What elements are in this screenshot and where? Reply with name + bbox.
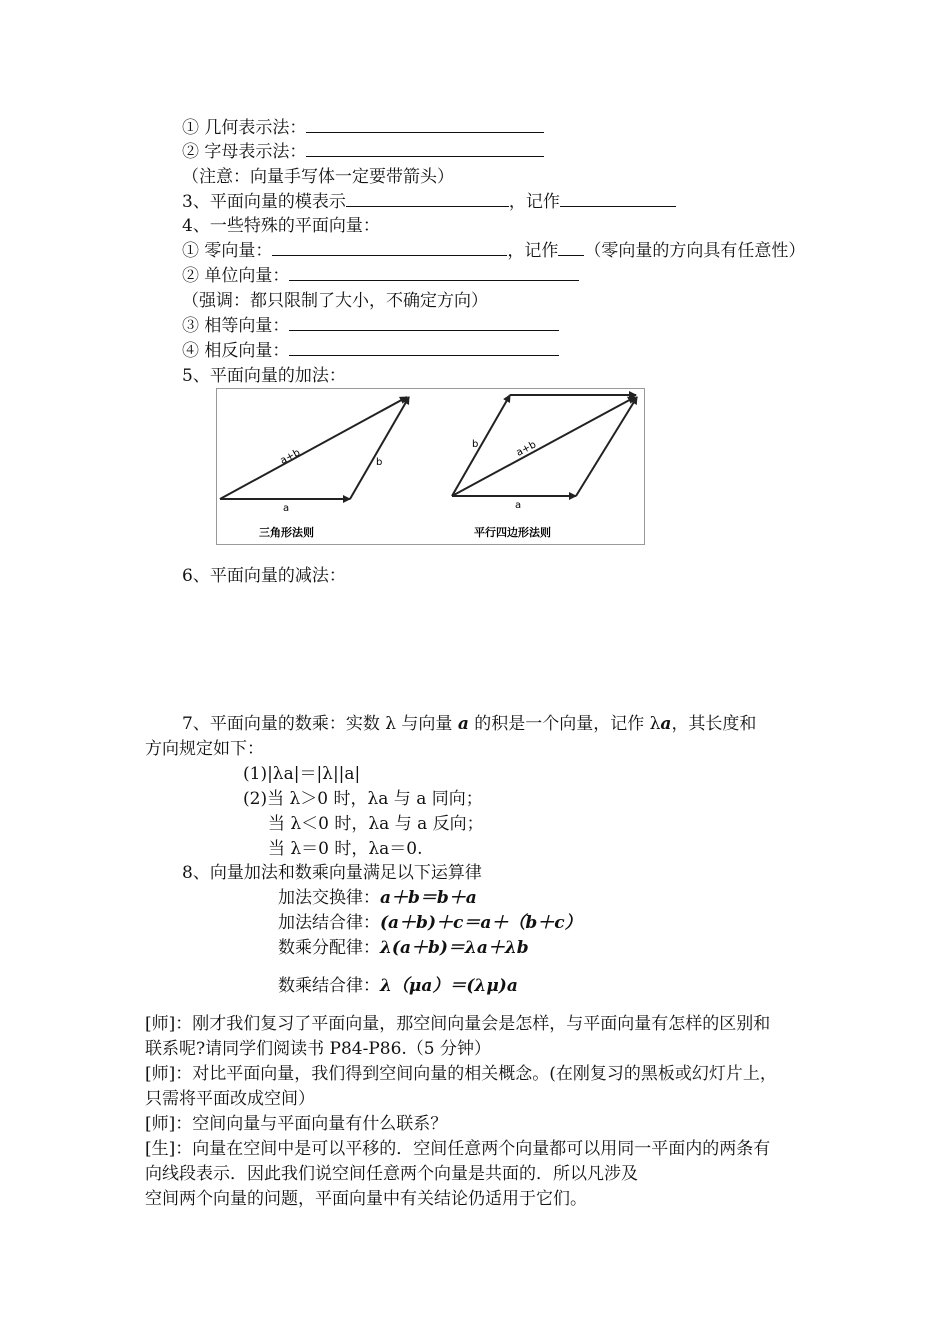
vector-addition-figure (216, 388, 645, 545)
zero-vector-note: （零向量的方向具有任意性） (584, 241, 806, 261)
zero-vector-label: ① 零向量： (182, 241, 273, 261)
distributive-label: 数乘分配律： (278, 938, 380, 958)
student-remark-line3: 空间两个向量的问题，平面向量中有关结论仍适用于它们。 (145, 1189, 587, 1209)
scalar-text-3: ，其长度和 (671, 714, 757, 734)
parallelogram-label-b: b (472, 439, 479, 450)
zero-vector-line (182, 240, 805, 262)
equal-vector-line (182, 315, 559, 337)
letter-representation (182, 141, 544, 163)
emphasis-note: （强调：都只限制了大小，不确定方向） (182, 291, 488, 311)
teacher-remark-2-line1: [师]：对比平面向量，我们得到空间向量的相关概念。(在刚复习的黑板或幻灯片上， (145, 1064, 777, 1084)
scalar-mult-line1 (182, 713, 756, 735)
commutative-formula: a＋b＝b＋a (380, 888, 477, 908)
distributive-law (278, 937, 529, 959)
teacher-remark-1-line2: 联系呢?请同学们阅读书 P84-P86.（5 分钟） (145, 1039, 492, 1059)
zero-vector-blank[interactable] (272, 240, 507, 256)
student-remark-line1: [生]：向量在空间中是可以平移的．空间任意两个向量都可以用同一平面内的两条有 (145, 1139, 771, 1159)
special-vectors-title: 4、一些特殊的平面向量： (182, 216, 380, 236)
commutative-law (278, 887, 477, 909)
magnitude-line (182, 191, 676, 213)
magnitude-denote-label: ，记作 (508, 192, 560, 212)
distributive-formula: λ(a＋b)＝λa＋λb (380, 938, 529, 958)
scalar-mult-line2: 方向规定如下： (145, 739, 264, 759)
magnitude-label: 3、平面向量的模表示 (182, 192, 346, 212)
scalar-vector-a: a (457, 714, 469, 734)
magnitude-denote-blank[interactable] (560, 191, 676, 207)
parallelogram-label-sum: a+b (514, 439, 539, 459)
commutative-label: 加法交换律： (278, 888, 380, 908)
subtraction-title: 6、平面向量的减法： (182, 566, 346, 586)
scalar-rule-1: (1)|λa|＝|λ||a| (243, 764, 361, 784)
triangle-label-a: a (283, 503, 290, 514)
equal-vector-label: ③ 相等向量： (182, 316, 290, 336)
vector-addition-diagram (217, 389, 644, 544)
zero-denote-blank[interactable] (558, 240, 584, 256)
triangle-rule-diagram (220, 397, 409, 539)
geometric-representation (182, 117, 544, 139)
triangle-label-b: b (376, 457, 383, 468)
triangle-label-sum: a+b (278, 447, 303, 467)
triangle-rule-caption: 三角形法则 (259, 526, 314, 539)
scalar-associative-label: 数乘结合律： (278, 976, 380, 996)
unit-vector-line (182, 265, 579, 287)
parallelogram-label-a: a (515, 500, 522, 511)
scalar-associative-law (278, 975, 518, 997)
scalar-rule-3: 当 λ＜0 时，λa 与 a 反向； (268, 814, 484, 834)
zero-denote-label: ，记作 (507, 241, 559, 261)
scalar-text-2: 的积是一个向量，记作 λ (468, 714, 661, 734)
geometric-label: ① 几何表示法： (182, 118, 307, 138)
scalar-rule-2: (2)当 λ＞0 时，λa 与 a 同向； (243, 789, 483, 809)
teacher-remark-2-line2: 只需将平面改成空间） (145, 1089, 315, 1109)
unit-vector-label: ② 单位向量： (182, 266, 290, 286)
opposite-vector-label: ④ 相反向量： (182, 341, 290, 361)
associative-label: 加法结合律： (278, 913, 380, 933)
equal-vector-blank[interactable] (289, 315, 559, 331)
teacher-remark-1-line1: [师]：刚才我们复习了平面向量，那空间向量会是怎样，与平面向量有怎样的区别和 (145, 1014, 771, 1034)
scalar-vector-a2: a (660, 714, 672, 734)
letter-blank[interactable] (306, 141, 544, 157)
handwriting-note: （注意：向量手写体一定要带箭头） (182, 167, 454, 187)
letter-label: ② 字母表示法： (182, 142, 307, 162)
scalar-rule-4: 当 λ＝0 时，λa＝0. (268, 839, 423, 859)
operation-laws-title: 8、向量加法和数乘向量满足以下运算律 (182, 863, 482, 883)
addition-title: 5、平面向量的加法： (182, 366, 346, 386)
student-remark-line2: 向线段表示．因此我们说空间任意两个向量是共面的．所以凡涉及 (145, 1164, 638, 1184)
unit-vector-blank[interactable] (289, 265, 579, 281)
geometric-blank[interactable] (306, 117, 544, 133)
associative-formula: (a＋b)＋c＝a＋（b＋c） (380, 913, 582, 933)
magnitude-blank[interactable] (346, 191, 509, 207)
parallelogram-rule-caption: 平行四边形法则 (474, 526, 551, 539)
teacher-remark-3: [师]：空间向量与平面向量有什么联系？ (145, 1114, 448, 1134)
scalar-text-1: 7、平面向量的数乘：实数 λ 与向量 (182, 714, 458, 734)
opposite-vector-blank[interactable] (289, 340, 559, 356)
scalar-associative-formula: λ（μa）＝(λμ)a (380, 976, 518, 996)
opposite-vector-line (182, 340, 559, 362)
associative-law (278, 912, 582, 934)
parallelogram-rule-diagram (452, 395, 637, 539)
